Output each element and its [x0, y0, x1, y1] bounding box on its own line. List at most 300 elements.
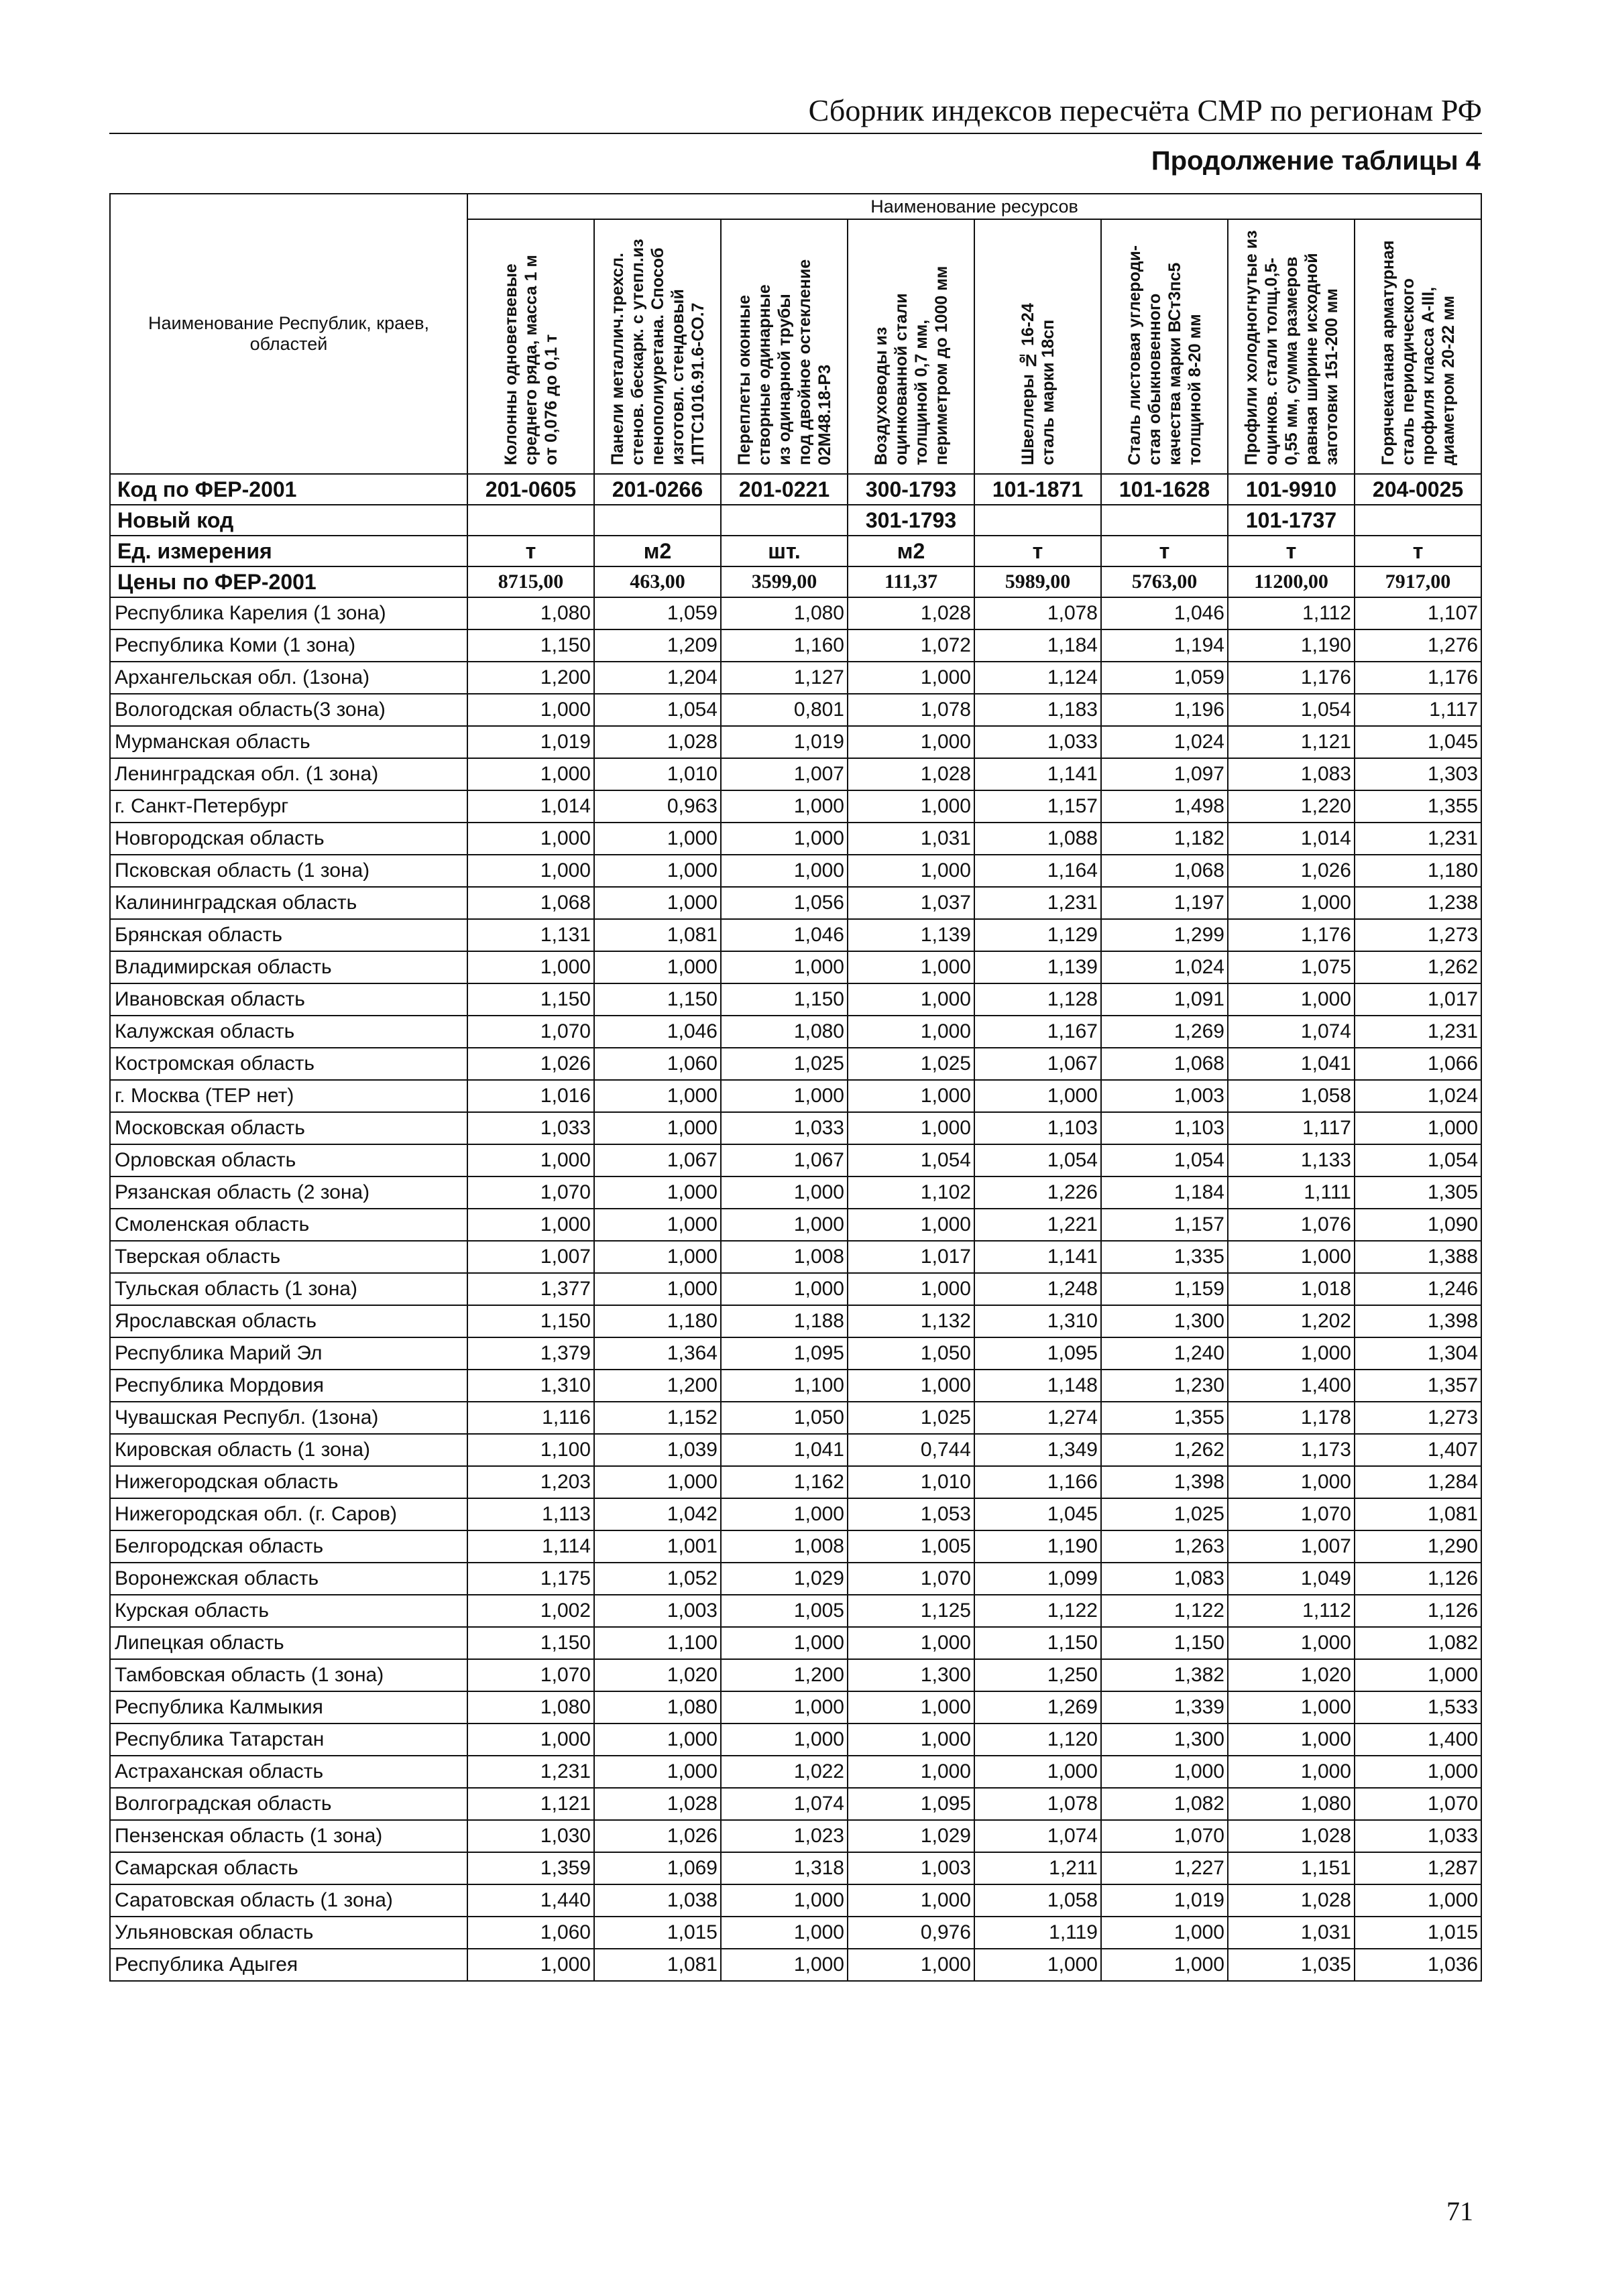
- index-value-cell: 1,067: [974, 1048, 1101, 1080]
- index-value-cell: 1,274: [974, 1402, 1101, 1434]
- index-value-cell: 1,131: [467, 919, 594, 951]
- index-value-cell: 1,010: [594, 758, 721, 790]
- index-value-cell: 1,003: [594, 1595, 721, 1627]
- index-value-cell: 1,000: [1228, 1241, 1355, 1273]
- index-value-cell: 1,388: [1355, 1241, 1481, 1273]
- fer-code-cell: 101-1628: [1101, 474, 1228, 505]
- index-value-cell: 1,000: [721, 1080, 848, 1112]
- index-value-cell: 1,000: [467, 694, 594, 726]
- index-value-cell: 1,054: [848, 1144, 974, 1176]
- index-value-cell: 1,025: [721, 1048, 848, 1080]
- region-name-cell: Воронежская область: [110, 1563, 467, 1595]
- index-value-cell: 1,176: [1355, 662, 1481, 694]
- index-value-cell: 1,042: [594, 1498, 721, 1530]
- index-value-cell: 1,000: [1101, 1756, 1228, 1788]
- index-value-cell: 1,003: [1101, 1080, 1228, 1112]
- index-value-cell: 1,080: [721, 597, 848, 629]
- index-value-cell: 1,175: [467, 1563, 594, 1595]
- table-row: [110, 597, 1481, 629]
- unit-cell: т: [467, 536, 594, 566]
- table-row: [110, 1788, 1481, 1820]
- index-value-cell: 1,025: [1101, 1498, 1228, 1530]
- region-name-cell: Самарская область: [110, 1852, 467, 1884]
- index-value-cell: 1,046: [594, 1016, 721, 1048]
- index-value-cell: 1,056: [721, 887, 848, 919]
- index-value-cell: 1,080: [594, 1691, 721, 1724]
- fer-price-cell: 7917,00: [1355, 566, 1481, 597]
- index-value-cell: 1,498: [1101, 790, 1228, 823]
- fer-code-cell: 300-1793: [848, 474, 974, 505]
- index-value-cell: 1,028: [594, 726, 721, 758]
- index-value-cell: 1,176: [1228, 919, 1355, 951]
- index-value-cell: 1,000: [1228, 1724, 1355, 1756]
- fer-price-cell: 11200,00: [1228, 566, 1355, 597]
- table-row: [110, 1241, 1481, 1273]
- index-value-cell: 1,180: [1355, 855, 1481, 887]
- index-value-cell: 1,204: [594, 662, 721, 694]
- index-value-cell: 1,037: [848, 887, 974, 919]
- index-value-cell: 1,167: [974, 1016, 1101, 1048]
- index-value-cell: 1,020: [1228, 1659, 1355, 1691]
- index-value-cell: 1,022: [721, 1756, 848, 1788]
- index-value-cell: 1,231: [1355, 1016, 1481, 1048]
- table-row: [110, 1498, 1481, 1530]
- index-value-cell: 1,080: [467, 597, 594, 629]
- index-value-cell: 1,000: [721, 1884, 848, 1917]
- index-value-cell: 1,000: [721, 1209, 848, 1241]
- region-column-header: Наименование Республик, краев, областей: [110, 194, 467, 474]
- resource-column-header: [848, 219, 974, 474]
- region-name-cell: Тульская область (1 зона): [110, 1273, 467, 1305]
- fer-price-cell: 111,37: [848, 566, 974, 597]
- index-value-cell: 1,112: [1228, 597, 1355, 629]
- index-value-cell: 1,107: [1355, 597, 1481, 629]
- index-value-cell: 1,000: [594, 1724, 721, 1756]
- index-value-cell: 1,078: [848, 694, 974, 726]
- index-value-cell: 1,000: [594, 1112, 721, 1144]
- index-value-cell: 1,015: [594, 1917, 721, 1949]
- index-value-cell: 1,000: [974, 1949, 1101, 1981]
- index-value-cell: 1,078: [974, 597, 1101, 629]
- index-value-cell: 1,400: [1228, 1370, 1355, 1402]
- region-name-cell: Тверская область: [110, 1241, 467, 1273]
- index-value-cell: 1,133: [1228, 1144, 1355, 1176]
- index-value-cell: 1,178: [1228, 1402, 1355, 1434]
- index-value-cell: 1,318: [721, 1852, 848, 1884]
- region-name-cell: Астраханская область: [110, 1756, 467, 1788]
- index-value-cell: 1,028: [594, 1788, 721, 1820]
- fer-price-row: [110, 566, 1481, 597]
- index-value-cell: 1,150: [467, 983, 594, 1016]
- index-value-cell: 1,164: [974, 855, 1101, 887]
- index-value-cell: 1,067: [721, 1144, 848, 1176]
- index-value-cell: 1,026: [1228, 855, 1355, 887]
- resource-column-header: [1228, 219, 1355, 474]
- index-value-cell: 1,083: [1101, 1563, 1228, 1595]
- unit-cell: м2: [848, 536, 974, 566]
- index-value-cell: 1,310: [467, 1370, 594, 1402]
- index-table-container: [109, 193, 1481, 1982]
- index-value-cell: 1,111: [1228, 1176, 1355, 1209]
- index-value-cell: 1,364: [594, 1337, 721, 1370]
- index-value-cell: 1,070: [848, 1563, 974, 1595]
- index-value-cell: 1,000: [721, 1273, 848, 1305]
- table-row: [110, 1048, 1481, 1080]
- region-name-cell: г. Москва (ТЕР нет): [110, 1080, 467, 1112]
- table-row: [110, 662, 1481, 694]
- index-value-cell: 1,184: [974, 629, 1101, 662]
- fer-code-label: Код по ФЕР-2001: [110, 474, 467, 505]
- index-value-cell: 1,008: [721, 1530, 848, 1563]
- index-value-cell: 1,001: [594, 1530, 721, 1563]
- index-value-cell: 1,379: [467, 1337, 594, 1370]
- index-value-cell: 1,000: [721, 1949, 848, 1981]
- index-value-cell: 1,000: [721, 1176, 848, 1209]
- index-value-cell: 1,035: [1228, 1949, 1355, 1981]
- index-value-cell: 1,000: [1228, 1466, 1355, 1498]
- index-value-cell: 1,000: [467, 1724, 594, 1756]
- table-body: [110, 474, 1481, 1981]
- resource-name-text: Швеллеры № 16-24 сталь марки 18сп: [1018, 303, 1057, 465]
- index-value-cell: 1,000: [721, 1724, 848, 1756]
- index-value-cell: 1,221: [974, 1209, 1101, 1241]
- index-value-cell: 1,082: [1355, 1627, 1481, 1659]
- index-value-cell: 1,078: [974, 1788, 1101, 1820]
- index-value-cell: 1,031: [848, 823, 974, 855]
- table-row: [110, 1112, 1481, 1144]
- fer-price-cell: 5763,00: [1101, 566, 1228, 597]
- index-value-cell: 1,000: [721, 951, 848, 983]
- index-value-cell: 1,359: [467, 1852, 594, 1884]
- region-name-cell: Тамбовская область (1 зона): [110, 1659, 467, 1691]
- index-value-cell: 1,299: [1101, 919, 1228, 951]
- page-running-title: Сборник индексов пересчёта СМР по регионам РФ: [808, 93, 1482, 127]
- index-value-cell: 1,200: [721, 1659, 848, 1691]
- table-row: [110, 1337, 1481, 1370]
- index-value-cell: 1,157: [974, 790, 1101, 823]
- index-value-cell: 1,248: [974, 1273, 1101, 1305]
- index-value-cell: 1,349: [974, 1434, 1101, 1466]
- index-value-cell: 1,000: [467, 951, 594, 983]
- index-value-cell: 1,003: [848, 1852, 974, 1884]
- region-name-cell: Нижегородская область: [110, 1466, 467, 1498]
- index-value-cell: 1,018: [1228, 1273, 1355, 1305]
- index-value-cell: 1,054: [1101, 1144, 1228, 1176]
- index-value-cell: 1,407: [1355, 1434, 1481, 1466]
- index-value-cell: 1,112: [1228, 1595, 1355, 1627]
- region-name-cell: Ярославская область: [110, 1305, 467, 1337]
- index-value-cell: 1,126: [1355, 1595, 1481, 1627]
- index-value-cell: 1,000: [721, 855, 848, 887]
- index-value-cell: 1,000: [467, 855, 594, 887]
- index-value-cell: 1,000: [848, 1724, 974, 1756]
- index-value-cell: 1,076: [1228, 1209, 1355, 1241]
- index-value-cell: 1,231: [974, 887, 1101, 919]
- new-code-cell: [467, 505, 594, 536]
- index-value-cell: 1,000: [467, 823, 594, 855]
- table-row: [110, 726, 1481, 758]
- index-value-cell: 1,033: [467, 1112, 594, 1144]
- index-value-cell: 1,000: [594, 1756, 721, 1788]
- index-value-cell: 1,049: [1228, 1563, 1355, 1595]
- index-value-cell: 1,139: [848, 919, 974, 951]
- index-value-cell: 1,060: [467, 1917, 594, 1949]
- index-value-cell: 1,014: [467, 790, 594, 823]
- index-value-cell: 1,074: [974, 1820, 1101, 1852]
- table-row: [110, 1884, 1481, 1917]
- index-value-cell: 1,054: [1355, 1144, 1481, 1176]
- table-row: [110, 1530, 1481, 1563]
- index-value-cell: 1,000: [594, 823, 721, 855]
- index-value-cell: 1,103: [1101, 1112, 1228, 1144]
- index-value-cell: 1,054: [594, 694, 721, 726]
- index-value-cell: 1,000: [467, 758, 594, 790]
- index-value-cell: 1,355: [1355, 790, 1481, 823]
- index-value-cell: 1,150: [467, 1305, 594, 1337]
- index-value-cell: 1,157: [1101, 1209, 1228, 1241]
- index-value-cell: 1,000: [721, 790, 848, 823]
- fer-code-cell: 101-9910: [1228, 474, 1355, 505]
- index-value-cell: 1,100: [721, 1370, 848, 1402]
- region-name-cell: Курская область: [110, 1595, 467, 1627]
- fer-price-cell: 3599,00: [721, 566, 848, 597]
- fer-code-row: [110, 474, 1481, 505]
- resource-name-text: Сталь листовая углероди- стая обыкновенного качества марки ВСт3пс5 толщиной 8-20 мм: [1125, 245, 1204, 465]
- index-value-cell: 1,303: [1355, 758, 1481, 790]
- table-row: [110, 1370, 1481, 1402]
- index-value-cell: 1,000: [848, 951, 974, 983]
- index-value-cell: 1,020: [594, 1659, 721, 1691]
- table-row: [110, 1563, 1481, 1595]
- table-row: [110, 629, 1481, 662]
- index-value-cell: 1,000: [1101, 1949, 1228, 1981]
- resource-column-header: [467, 219, 594, 474]
- index-value-cell: 1,305: [1355, 1176, 1481, 1209]
- unit-cell: т: [1228, 536, 1355, 566]
- new-code-cell: 301-1793: [848, 505, 974, 536]
- index-value-cell: 1,054: [974, 1144, 1101, 1176]
- index-value-cell: 1,114: [467, 1530, 594, 1563]
- index-value-cell: 1,129: [974, 919, 1101, 951]
- region-name-cell: Рязанская область (2 зона): [110, 1176, 467, 1209]
- index-value-cell: 1,188: [721, 1305, 848, 1337]
- resource-name-text: Переплеты оконные створные одинарные из одинарной трубы под двойное остекление 02М48.18-Р3: [734, 259, 834, 465]
- region-name-cell: Ленинградская обл. (1 зона): [110, 758, 467, 790]
- index-value-cell: 1,148: [974, 1370, 1101, 1402]
- table-row: [110, 1434, 1481, 1466]
- resource-column-header: [974, 219, 1101, 474]
- index-value-cell: 1,070: [467, 1016, 594, 1048]
- index-value-cell: 1,033: [1355, 1820, 1481, 1852]
- index-value-cell: 1,000: [721, 1691, 848, 1724]
- index-value-cell: 0,963: [594, 790, 721, 823]
- index-value-cell: 1,081: [1355, 1498, 1481, 1530]
- index-value-cell: 1,024: [1355, 1080, 1481, 1112]
- region-name-cell: Республика Карелия (1 зона): [110, 597, 467, 629]
- index-value-cell: 1,300: [848, 1659, 974, 1691]
- index-value-cell: 1,160: [721, 629, 848, 662]
- region-name-cell: Белгородская область: [110, 1530, 467, 1563]
- index-value-cell: 1,231: [467, 1756, 594, 1788]
- unit-cell: т: [1101, 536, 1228, 566]
- index-value-cell: 1,150: [974, 1627, 1101, 1659]
- fer-price-cell: 8715,00: [467, 566, 594, 597]
- index-value-cell: 1,377: [467, 1273, 594, 1305]
- page-number: 71: [1446, 2196, 1473, 2226]
- index-value-cell: 1,240: [1101, 1337, 1228, 1370]
- index-value-cell: 1,050: [848, 1337, 974, 1370]
- index-value-cell: 1,046: [1101, 597, 1228, 629]
- region-name-cell: Московская область: [110, 1112, 467, 1144]
- unit-cell: шт.: [721, 536, 848, 566]
- index-value-cell: 1,150: [467, 1627, 594, 1659]
- index-value-cell: 1,335: [1101, 1241, 1228, 1273]
- table-row: [110, 1627, 1481, 1659]
- index-value-cell: 1,190: [974, 1530, 1101, 1563]
- index-value-cell: 1,000: [594, 1176, 721, 1209]
- table-row: [110, 1691, 1481, 1724]
- index-value-cell: 1,050: [721, 1402, 848, 1434]
- index-value-cell: 1,398: [1101, 1466, 1228, 1498]
- index-value-cell: 1,069: [594, 1852, 721, 1884]
- index-value-cell: 1,053: [848, 1498, 974, 1530]
- index-value-cell: 0,976: [848, 1917, 974, 1949]
- index-value-cell: 1,019: [721, 726, 848, 758]
- index-value-cell: 1,095: [974, 1337, 1101, 1370]
- index-value-cell: 1,121: [467, 1788, 594, 1820]
- index-value-cell: 1,276: [1355, 629, 1481, 662]
- index-value-cell: 1,038: [594, 1884, 721, 1917]
- index-value-cell: 1,132: [848, 1305, 974, 1337]
- index-value-cell: 1,113: [467, 1498, 594, 1530]
- index-value-cell: 1,139: [974, 951, 1101, 983]
- resource-name-text: Колонны одноветвевые среднего ряда, масса 1 м от 0,076 до 0,1 т: [501, 255, 561, 465]
- table-row: [110, 1176, 1481, 1209]
- index-value-cell: 1,150: [594, 983, 721, 1016]
- index-value-cell: 1,117: [1355, 694, 1481, 726]
- index-value-cell: 1,007: [721, 758, 848, 790]
- index-value-cell: 1,000: [848, 855, 974, 887]
- resource-column-header: [1355, 219, 1481, 474]
- fer-code-cell: 201-0605: [467, 474, 594, 505]
- index-value-cell: 1,000: [974, 1080, 1101, 1112]
- index-value-cell: 1,072: [848, 629, 974, 662]
- index-value-cell: 1,068: [1101, 855, 1228, 887]
- index-value-cell: 1,166: [974, 1466, 1101, 1498]
- index-value-cell: 1,058: [1228, 1080, 1355, 1112]
- index-value-cell: 1,019: [467, 726, 594, 758]
- index-value-cell: 1,000: [1228, 1756, 1355, 1788]
- index-value-cell: 1,081: [594, 919, 721, 951]
- index-value-cell: 1,000: [594, 1080, 721, 1112]
- index-value-cell: 1,122: [1101, 1595, 1228, 1627]
- resource-column-header: [594, 219, 721, 474]
- unit-cell: м2: [594, 536, 721, 566]
- unit-cell: т: [1355, 536, 1481, 566]
- table-row: [110, 694, 1481, 726]
- index-value-cell: 1,250: [974, 1659, 1101, 1691]
- index-value-cell: 1,070: [1355, 1788, 1481, 1820]
- index-value-cell: 1,088: [974, 823, 1101, 855]
- index-value-cell: 1,000: [848, 1080, 974, 1112]
- index-value-cell: 1,162: [721, 1466, 848, 1498]
- index-value-cell: 1,202: [1228, 1305, 1355, 1337]
- index-value-cell: 1,300: [1101, 1305, 1228, 1337]
- index-value-cell: 1,028: [1228, 1820, 1355, 1852]
- index-value-cell: 1,066: [1355, 1048, 1481, 1080]
- index-value-cell: 1,159: [1101, 1273, 1228, 1305]
- resource-column-header: [1101, 219, 1228, 474]
- table-row: [110, 790, 1481, 823]
- index-value-cell: 1,116: [467, 1402, 594, 1434]
- fer-code-cell: 204-0025: [1355, 474, 1481, 505]
- index-value-cell: 1,070: [1101, 1820, 1228, 1852]
- index-value-cell: 1,196: [1101, 694, 1228, 726]
- table-row: [110, 1820, 1481, 1852]
- new-code-row: [110, 505, 1481, 536]
- index-value-cell: 1,019: [1101, 1884, 1228, 1917]
- index-value-cell: 1,100: [467, 1434, 594, 1466]
- index-value-cell: 1,008: [721, 1241, 848, 1273]
- index-value-cell: 1,068: [1101, 1048, 1228, 1080]
- index-value-cell: 1,304: [1355, 1337, 1481, 1370]
- index-value-cell: 1,059: [594, 597, 721, 629]
- index-value-cell: 1,000: [1355, 1659, 1481, 1691]
- index-value-cell: 1,355: [1101, 1402, 1228, 1434]
- index-value-cell: 1,300: [1101, 1724, 1228, 1756]
- index-value-cell: 1,070: [467, 1659, 594, 1691]
- index-value-cell: 1,357: [1355, 1370, 1481, 1402]
- index-value-cell: 1,026: [467, 1048, 594, 1080]
- index-value-cell: 1,151: [1228, 1852, 1355, 1884]
- index-value-cell: 1,068: [467, 887, 594, 919]
- table-row: [110, 1016, 1481, 1048]
- index-value-cell: 1,082: [1101, 1788, 1228, 1820]
- index-value-cell: 1,150: [467, 629, 594, 662]
- index-value-cell: 1,126: [1355, 1563, 1481, 1595]
- index-value-cell: 1,000: [848, 790, 974, 823]
- region-name-cell: Псковская область (1 зона): [110, 855, 467, 887]
- index-value-cell: 1,203: [467, 1466, 594, 1498]
- index-value-cell: 1,310: [974, 1305, 1101, 1337]
- index-value-cell: 1,103: [974, 1112, 1101, 1144]
- index-value-cell: 1,005: [848, 1530, 974, 1563]
- region-name-cell: Республика Татарстан: [110, 1724, 467, 1756]
- index-value-cell: 1,007: [1228, 1530, 1355, 1563]
- region-name-cell: Владимирская область: [110, 951, 467, 983]
- index-value-cell: 1,122: [974, 1595, 1101, 1627]
- index-value-cell: 1,182: [1101, 823, 1228, 855]
- index-value-cell: 1,015: [1355, 1917, 1481, 1949]
- index-value-cell: 1,029: [721, 1563, 848, 1595]
- index-value-cell: 1,197: [1101, 887, 1228, 919]
- table-row: [110, 1724, 1481, 1756]
- index-value-cell: 1,287: [1355, 1852, 1481, 1884]
- region-name-cell: Брянская область: [110, 919, 467, 951]
- index-value-cell: 1,000: [848, 983, 974, 1016]
- index-value-cell: 1,238: [1355, 887, 1481, 919]
- index-value-cell: 1,262: [1101, 1434, 1228, 1466]
- index-value-cell: 1,080: [467, 1691, 594, 1724]
- index-value-cell: 1,074: [721, 1788, 848, 1820]
- index-value-cell: 1,150: [1101, 1627, 1228, 1659]
- index-value-cell: 1,000: [721, 1498, 848, 1530]
- index-value-cell: 1,000: [1355, 1884, 1481, 1917]
- index-value-cell: 1,091: [1101, 983, 1228, 1016]
- new-code-cell: [1355, 505, 1481, 536]
- index-value-cell: 1,028: [1228, 1884, 1355, 1917]
- region-name-cell: Кировская область (1 зона): [110, 1434, 467, 1466]
